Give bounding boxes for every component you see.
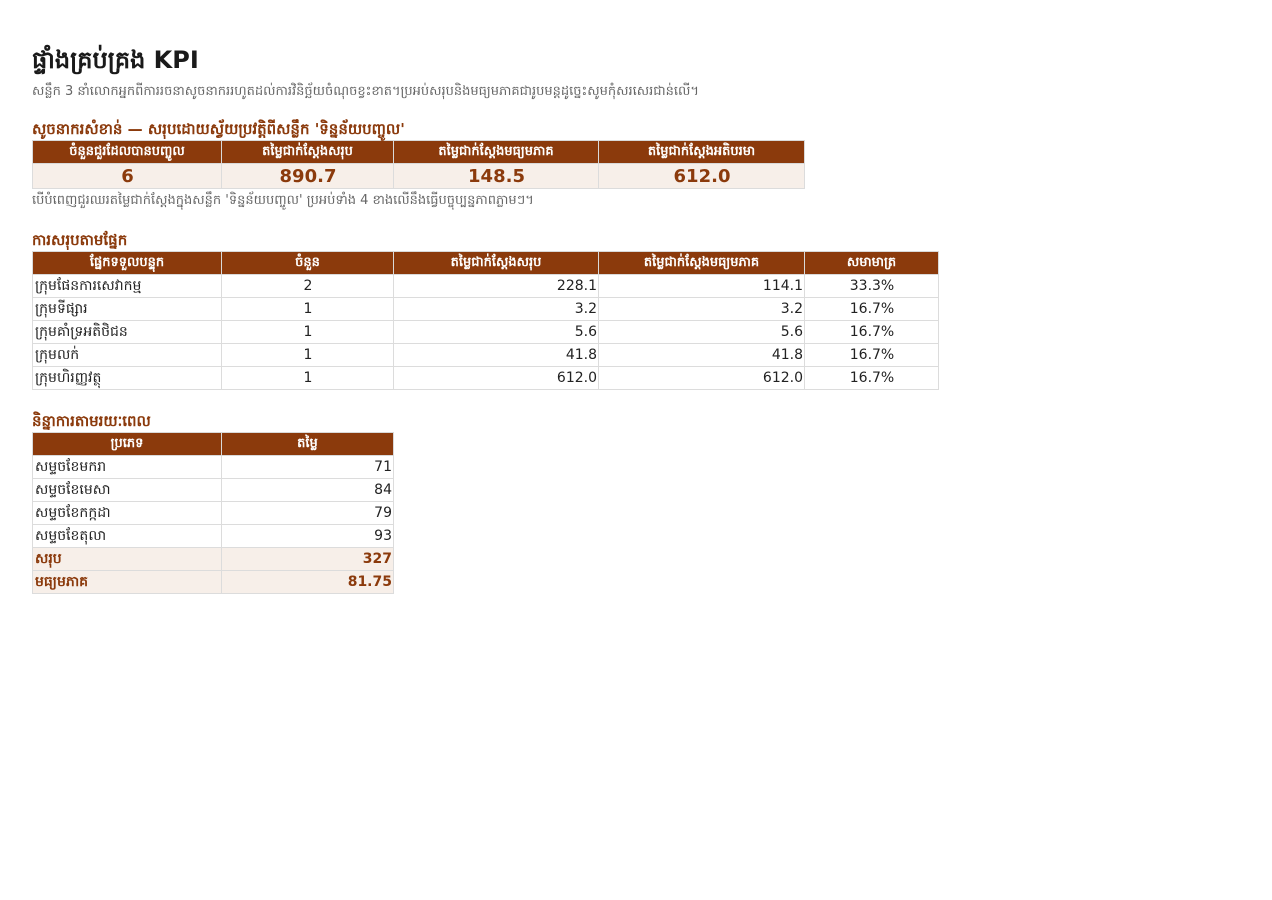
trend-header-value[interactable]: តម្លៃ: [222, 433, 394, 456]
trend-section-title: និន្នាការតាមរយៈពេល: [32, 412, 151, 430]
trend-table: [32, 432, 394, 594]
group-cell-average[interactable]: 3.2: [599, 298, 805, 321]
group-cell-count[interactable]: 1: [222, 321, 394, 344]
table-row: [33, 344, 939, 367]
group-cell-ratio[interactable]: 33.3%: [805, 275, 939, 298]
dashboard-sheet: [32, 40, 1232, 594]
kpi-header-row: [33, 141, 805, 164]
kpi-note: បើបំពេញជួរឈរតម្លៃជាក់ស្ដែងក្នុងសន្លឹក 'ទិន្នន័យបញ្ចូល' ប្រអប់ទាំង 4 ខាងលើនឹងធ្វើបច្ចុប្បន្នភាពភ្លាមៗ។: [32, 193, 534, 208]
group-header-total[interactable]: តម្លៃជាក់ស្ដែងសរុប: [394, 252, 599, 275]
group-cell-total[interactable]: 3.2: [394, 298, 599, 321]
group-header-count[interactable]: ចំនួន: [222, 252, 394, 275]
kpi-value-max[interactable]: 612.0: [599, 164, 805, 189]
table-row: [33, 321, 939, 344]
kpi-value-total[interactable]: 890.7: [222, 164, 394, 189]
group-cell-count[interactable]: 1: [222, 344, 394, 367]
group-cell-department[interactable]: ក្រុមទីផ្សារ: [33, 298, 222, 321]
trend-cell-category[interactable]: សម្ទចខែមករា: [33, 456, 222, 479]
group-cell-count[interactable]: 1: [222, 367, 394, 390]
group-cell-ratio[interactable]: 16.7%: [805, 321, 939, 344]
group-section-title: ការសរុបតាមផ្នែក: [32, 231, 128, 249]
trend-cell-value[interactable]: 93: [222, 525, 394, 548]
trend-cell-category[interactable]: សម្ទចខែមេសា: [33, 479, 222, 502]
group-cell-count[interactable]: 2: [222, 275, 394, 298]
kpi-header-total[interactable]: តម្លៃជាក់ស្ដែងសរុប: [222, 141, 394, 164]
group-cell-total[interactable]: 41.8: [394, 344, 599, 367]
group-header-ratio[interactable]: សមាមាត្រ: [805, 252, 939, 275]
kpi-value-count[interactable]: 6: [33, 164, 222, 189]
group-table: [32, 251, 939, 390]
page-subtitle: សន្លឹក 3 នាំលោកអ្នកពីការរចនាសូចនាកររហូតដល់ការវិនិច្ឆ័យចំណុចខ្វះខាត។ប្រអប់សរុបនិងមធ្យមភាគជារូបមន្តដូច្នេះសូមកុំសរសេរជាន់លើ។: [32, 84, 699, 99]
table-row: [33, 367, 939, 390]
trend-cell-category[interactable]: សម្ទចខែតុលា: [33, 525, 222, 548]
trend-total-label[interactable]: សរុប: [33, 548, 222, 571]
table-row: [33, 479, 394, 502]
group-cell-total[interactable]: 5.6: [394, 321, 599, 344]
trend-total-value[interactable]: 327: [222, 548, 394, 571]
group-cell-average[interactable]: 5.6: [599, 321, 805, 344]
group-header-average[interactable]: តម្លៃជាក់ស្ដែងមធ្យមភាគ: [599, 252, 805, 275]
group-header-department[interactable]: ផ្នែកទទួលបន្ទុក: [33, 252, 222, 275]
kpi-table: [32, 140, 805, 189]
group-cell-department[interactable]: ក្រុមគាំទ្រអតិថិជន: [33, 321, 222, 344]
trend-header-row: [33, 433, 394, 456]
group-cell-department[interactable]: ក្រុមផែនការសេវាកម្ម: [33, 275, 222, 298]
trend-average-value[interactable]: 81.75: [222, 571, 394, 594]
trend-cell-category[interactable]: សម្ទចខែកក្កដា: [33, 502, 222, 525]
kpi-value-row: [33, 164, 805, 189]
trend-average-label[interactable]: មធ្យមភាគ: [33, 571, 222, 594]
kpi-section-title: សូចនាករសំខាន់ — សរុបដោយស្វ័យប្រវត្តិពីសន្លឹក 'ទិន្នន័យបញ្ចូល': [32, 120, 405, 138]
page-title: ផ្ទាំងគ្រប់គ្រង KPI: [32, 46, 199, 74]
trend-cell-value[interactable]: 71: [222, 456, 394, 479]
kpi-header-count[interactable]: ចំនួនជួរដែលបានបញ្ចូល: [33, 141, 222, 164]
group-cell-total[interactable]: 612.0: [394, 367, 599, 390]
group-cell-ratio[interactable]: 16.7%: [805, 367, 939, 390]
table-row: [33, 502, 394, 525]
trend-average-row: [33, 571, 394, 594]
trend-total-row: [33, 548, 394, 571]
table-row: [33, 525, 394, 548]
kpi-header-average[interactable]: តម្លៃជាក់ស្ដែងមធ្យមភាគ: [394, 141, 599, 164]
group-cell-count[interactable]: 1: [222, 298, 394, 321]
table-row: [33, 275, 939, 298]
trend-cell-value[interactable]: 79: [222, 502, 394, 525]
group-cell-ratio[interactable]: 16.7%: [805, 298, 939, 321]
kpi-header-max[interactable]: តម្លៃជាក់ស្ដែងអតិបរមា: [599, 141, 805, 164]
group-cell-average[interactable]: 114.1: [599, 275, 805, 298]
table-row: [33, 298, 939, 321]
group-cell-total[interactable]: 228.1: [394, 275, 599, 298]
group-cell-department[interactable]: ក្រុមហិរញ្ញវត្ថុ: [33, 367, 222, 390]
group-cell-average[interactable]: 612.0: [599, 367, 805, 390]
group-cell-ratio[interactable]: 16.7%: [805, 344, 939, 367]
trend-cell-value[interactable]: 84: [222, 479, 394, 502]
kpi-value-average[interactable]: 148.5: [394, 164, 599, 189]
group-cell-department[interactable]: ក្រុមលក់: [33, 344, 222, 367]
group-cell-average[interactable]: 41.8: [599, 344, 805, 367]
trend-header-category[interactable]: ប្រភេទ: [33, 433, 222, 456]
group-header-row: [33, 252, 939, 275]
table-row: [33, 456, 394, 479]
